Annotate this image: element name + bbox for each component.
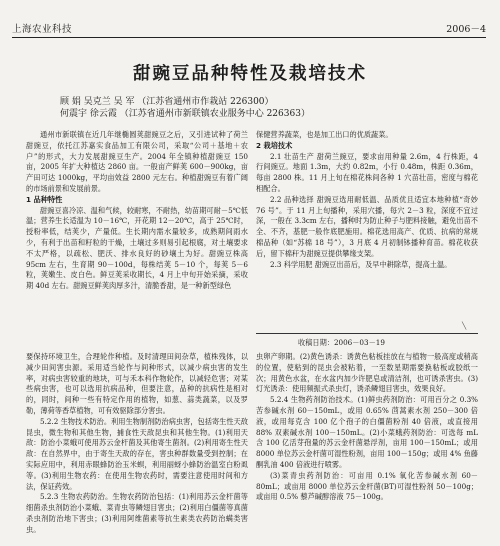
issue-number: 2006－4 bbox=[446, 24, 486, 35]
author-line-2: 何震宇 徐云霞 （江苏省通州市新联镇农业服务中心 226363） bbox=[60, 109, 310, 119]
paragraph: 通州市新联镇在近几年继椭圆荚甜豌豆之后，又引进试种了荷兰甜豌豆，依托江苏嘉实食品加工有限公司，采取“公司＋基地＋农户”的形式，大力发展甜豌豆生产。2004 年全镇种植甜豌豆 150 亩，2005 年扩大种植达 2860 亩。一般亩产鲜荚 600－900kg，亩产田可达 1000kg，平均亩效益 2800 元左右。种植甜豌豆有着广阔的市场前景和发展前景。 bbox=[26, 130, 248, 193]
header-divider bbox=[12, 37, 486, 38]
margin-marker: ╲ bbox=[462, 322, 467, 330]
journal-name: 上海农业科技 bbox=[12, 24, 73, 35]
section-heading: 1 品种特性 bbox=[26, 194, 63, 204]
left-column-lower bbox=[26, 352, 248, 536]
paragraph: 保健营养蔬菜，也是加工出口的优质蔬菜。 bbox=[256, 130, 393, 139]
right-column-lower bbox=[256, 352, 478, 503]
paragraph: (3)菜青虫药剂防治：可亩用 0.1% 氧化苦参碱水剂 60－80mL；或亩用 8000 单位苏云金杆菌(BT)可湿性粉剂 50－100g；或亩用 0.5% 藜芦碱醇溶液 75－100g。 bbox=[256, 470, 478, 502]
paragraph: 5.2.2 生物技术防治。利用生物制剂防治病虫害，包括寄生性天敌昆虫，微生物和其他生物，捕食性天敌昆虫和其他生物。(1)利用天敌：防治小菜蛾可使用苏云金杆菌及其他寄生菌剂。(2)利用寄生性天敌：在自然界中，由于寄生天敌的存在，害虫种群数量受到控制；在实际应用中，利用赤眼蜂防治玉米螟，利用丽蚜小蜂防治温室白粉虱等。(3)利用生物农药：在使用生物农药时，需要注意使用时间和方法，保证药效。 bbox=[26, 416, 248, 491]
paragraph: 2.2 品种选择 甜豌豆选用耐低温、品质优且适宜本地种植“奇妙 76 号”。于 11 月上旬播种，采用穴播，每穴 2－3 粒，深度不宜过深，一般在 3.3cm 左右，播种时为防止种子与肥料接触，避免出苗不全、不齐，基肥一般作底肥施用。棉花选用高产、优质、抗病的常规棉品种（如“苏棉 18 号”），3 月底 4 月初制钵播种育苗。棉花收获后，留下棉秆为甜豌豆提供攀缘支架。 bbox=[256, 194, 478, 258]
paragraph: 5.2.3 生物农药防治。生物农药防治包括：(1)利用苏云金杆菌等细菌杀虫剂防治小菜蛾、菜青虫等鳞翅目害虫；(2)利用白僵菌等真菌杀虫剂防治地下害虫；(3)利用阿维菌素等抗生素类农药防治螨类害虫。 bbox=[26, 492, 248, 534]
paragraph: 甜豌豆喜冷凉、温和气候，较耐寒，不耐热，幼苗期可耐－5℃低温；营养生长适温为 10－16℃，开花期 12－20℃，高于 25℃时，授粉率低，结荚少，产量低。生长期内需水量较多，成熟期间雨水少，有利于出苗和籽粒的干燥，土壤过多则易引起根腐，对土壤要求不太严格，以疏松、肥沃、排水良好的砂壤土为好。甜豌豆株高 95cm 左右，生育期 90－100d，每株结荚 5－10 个，每荚 5－6 粒，荚嫩生、皮白色。鲜豆荚采收期长，4 月上中旬开始采摘，采收期 40d 左右。甜豌豆鲜荚肉厚多汁，清脆香甜，是一种新型绿色 bbox=[26, 205, 248, 291]
received-divider bbox=[256, 333, 478, 334]
section-heading: 2 栽培技术 bbox=[256, 140, 293, 150]
paragraph: 2.3 科学用肥 甜豌豆出苗后，及早中耕除草，提高土温。 bbox=[270, 259, 452, 269]
received-date: 收稿日期：2006－03－19 bbox=[298, 338, 385, 347]
author-line-1: 顾 娟 吴克兰 吴 军 （江苏省通州市作栽站 226300） bbox=[60, 97, 274, 107]
paragraph: 要保持环境卫生，合理轮作种植。及时清理田间杂草，植株残体，以减少田间害虫源。采用适当轮作与间种形式，以减少病虫害的发生率，对病虫害较重的地块，可与禾本科作物轮作，以减轻危害；对某些病虫害，也可以选用抗病品种，但要注意，品种的抗病性是相对的，同时，间种一些有特定作用的植物，如葱、蒜类蔬菜，以及罗勒，薄荷等香草植物，可有效驱除部分害虫。 bbox=[26, 352, 248, 415]
running-header bbox=[12, 18, 486, 36]
article-title: 甜豌豆品种特性及栽培技术 bbox=[133, 64, 367, 84]
paragraph: 2.1 壮苗生产 甜荷兰豌豆，要求亩用种量 2.6m，4 行株距，4 行间豌豆。地面 1.3m，大约 0.82m，小行 0.48m，株距 0.36m，每亩 2800 株。11 月上旬在棉花株间各种 1 穴苗壮苗，密度与棉花相配合。 bbox=[256, 151, 478, 193]
paragraph: 虫卵产卵期。(2)黄色诱杀：诱黄色粘板挂放在与植物一般高度或稍高的位置，使粘到的昆虫会被粘着，一至数星期需要换粘板或胶纸一次；用黄色水盆，在水盆内加少许肥皂或清洁剂，也可诱杀害虫。(3)灯光诱杀：使用频振式杀虫灯，诱杀鳞翅目害虫，效果良好。 bbox=[256, 352, 478, 394]
paragraph: 5.2.4 生物药剂防治技术。(1)鲜虫药剂防治：可用百分之 0.3% 苦参碱水剂 60－150mL，或用 0.65% 茴蒿素水剂 250－300 倍液，或用每克含 100 亿个孢子的白僵菌粉剂 40 倍液，或直接用 88% 双素碱水剂 100－150mL。(2)小菜蛾药剂防治：可选每 mL 含 100 亿活芽孢量的苏云金杆菌悬浮剂，亩用 100－150mL；或用 8000 单位苏云金杆菌可湿性粉剂，亩用 100－150g；或用 4% 鱼藤酮乳油 400 倍液进行喷雾。 bbox=[256, 395, 478, 469]
left-column-upper bbox=[26, 130, 248, 292]
right-column-upper bbox=[256, 130, 478, 270]
